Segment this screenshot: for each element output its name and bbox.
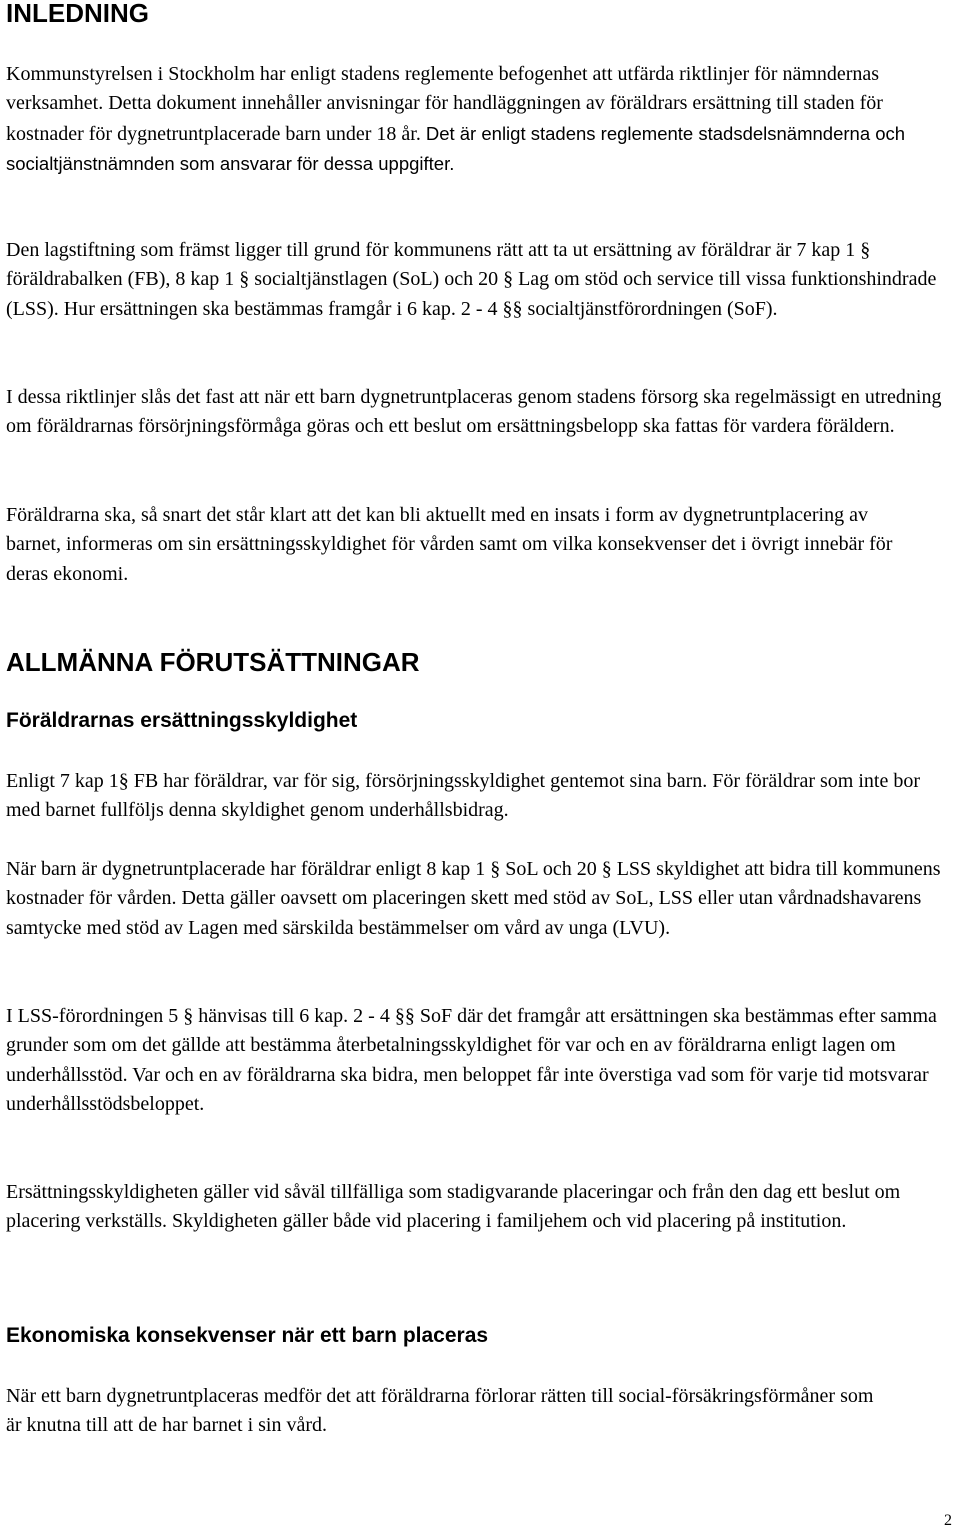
general-paragraph-2: När barn är dygnetruntplacerade har föräldrar enligt 8 kap 1 § SoL och 20 § LSS skyldighet att bidra till kommunens kostnader för vården. Detta gäller oavsett om placeringen skett med stöd av SoL, LSS eller utan vårdnadshavarens samtycke med stöd av Lagen med särskilda bestämmelser om vård av unga (LVU). (6, 858, 941, 939)
economic-paragraph-1: När ett barn dygnetruntplaceras medför det att föräldrarna förlorar rätten till social-försäkringsförmåner som är knutna till att de har barnet i sin vård. (6, 1385, 874, 1437)
intro-paragraph-1 (6, 60, 946, 178)
heading-inledning: INLEDNING (6, 0, 149, 28)
intro-paragraph-4: Föräldrarna ska, så snart det står klart att det kan bli aktuellt med en insats i form av dygnetruntplacering av barnet, informeras om sin ersättningsskyldighet för vården samt om vilka konsekvenser det i övrigt innebär för deras ekonomi. (6, 504, 893, 585)
intro-paragraph-1-sans: Det är enligt stadens reglemente stadsdelsnämnderna och socialtjänstnämnden som ansvarar för dessa uppgifter. (6, 122, 906, 174)
general-paragraph-3: I LSS-förordningen 5 § hänvisas till 6 kap. 2 - 4 §§ SoF där det framgår att ersättningen ska bestämmas efter samma grunder som om det gällde att bestämma återbetalningsskyldighet för var och en av föräldrarna enligt lagen om underhållsstöd. Var och en av föräldrarna ska bidra, men beloppet får inte överstiga vad som för varje tid motsvarar underhållsstödsbeloppet. (6, 1005, 937, 1115)
intro-paragraph-3: I dessa riktlinjer slås det fast att när ett barn dygnetruntplaceras genom stadens försorg ska regelmässigt en utredning om föräldrarnas försörjningsförmåga göras och ett beslut om ersättningsbelopp ska fattas för vardera föräldern. (6, 386, 942, 438)
subheading-foraldrarnas-ersattningsskyldighet: Föräldrarnas ersättningsskyldighet (6, 709, 358, 732)
page-number: 2 (944, 1512, 952, 1529)
subheading-ekonomiska-konsekvenser: Ekonomiska konsekvenser när ett barn placeras (6, 1324, 489, 1347)
general-paragraph-4: Ersättningsskyldigheten gäller vid såväl tillfälliga som stadigvarande placeringar och från den dag ett beslut om placering verkställs. Skyldigheten gäller både vid placering i familjehem och vid placering på institution. (6, 1181, 901, 1233)
intro-paragraph-1-serif: Kommunstyrelsen i Stockholm har enligt stadens reglemente befogenhet att utfärda riktlinjer för nämndernas verksamhet. Detta dokument innehåller anvisningar för handläggningen av föräldrars ersättning till staden för kostnader för dygnetruntplacerade barn under 18 år. (6, 63, 883, 145)
heading-allmanna-forutsattningar: ALLMÄNNA FÖRUTSÄTTNINGAR (6, 647, 420, 677)
intro-paragraph-2: Den lagstiftning som främst ligger till grund för kommunens rätt att ta ut ersättning av föräldrar är 7 kap 1 § föräldrabalken (FB), 8 kap 1 § socialtjänstlagen (SoL) och 20 § Lag om stöd och service till vissa funktionshindrade (LSS). Hur ersättningen ska bestämmas framgår i 6 kap. 2 - 4 §§ socialtjänstförordningen (SoF). (6, 239, 937, 320)
general-paragraph-1: Enligt 7 kap 1§ FB har föräldrar, var för sig, försörjningsskyldighet gentemot sina barn. För föräldrar som inte bor med barnet fullföljs denna skyldighet genom underhållsbidrag. (6, 770, 921, 822)
